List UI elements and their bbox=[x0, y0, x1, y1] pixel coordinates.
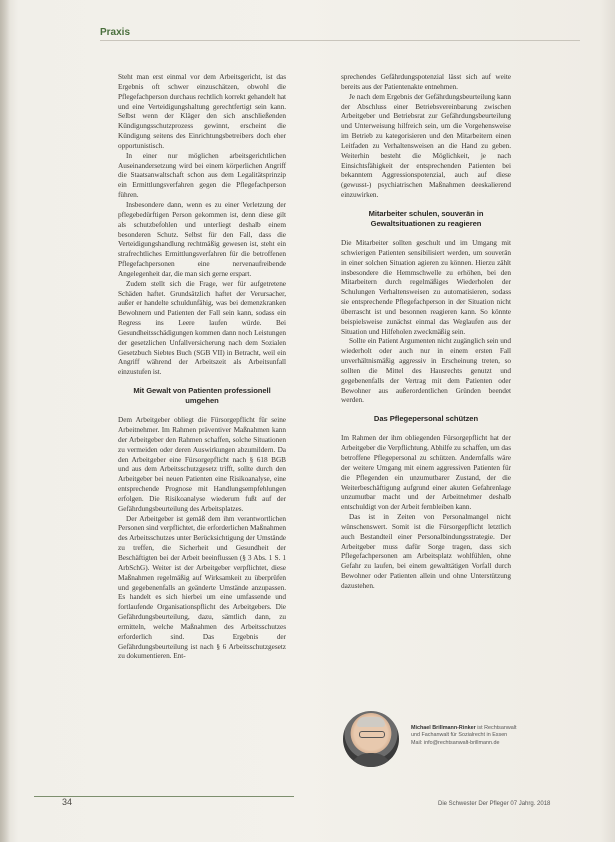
photo-hair bbox=[357, 717, 385, 727]
paragraph: Der Arbeitgeber ist gemäß dem ihm verantwortlichen Personen sind verpflichtet, die erforderlichen Maßnahmen des Arbeitsschutzes unter Berücksichtigung der Umstände zu treffen, die Sicherheit und Gesundheit der Beschäftigten bei der Arbeit beeinflussen (§ 3 Abs. 1 S. 1 ArbSchG). Weiter ist der Arbeitgeber verpflichtet, diese Maßnahmen regelmäßig auf Wirksamkeit zu überprüfen und gegebenenfalls an geänderte Umstände anzupassen. Es handelt es sich hierbei um eine umfassende und fortlaufende Organisationspflicht des Arbeitgebers. Die Gefährdungsbeurteilung, dazu, sämtlich dann, zu ermitteln, welche Maßnahmen des Arbeitsschutzes erforderlich sind. Das Ergebnis der Gefährdungsbeurteilung ist nach § 6 Arbeitsschutzgesetz zu dokumentieren. Ent- bbox=[118, 513, 286, 661]
publication-info: Die Schwester Der Pfleger 07 Jahrg. 2018 bbox=[438, 801, 551, 807]
paragraph: In einer nur möglichen arbeitsgerichtlichen Auseinandersetzung wird bei einem körperlichen Angriff die Staatsanwaltschaft schon aus dem Legalitätsprinzip ein Ermittlungsverfahren gegen die Pflegefachperson führen. bbox=[118, 150, 286, 200]
subheading: Mitarbeiter schulen, souverän in Gewaltsituationen zu reagieren bbox=[368, 208, 484, 228]
subheading: Das Pflegepersonal schützen bbox=[373, 414, 479, 424]
header-rule bbox=[100, 26, 580, 41]
author-email: Mail: info@rechtsanwalt-brillmann.de bbox=[411, 739, 500, 746]
footer-rule bbox=[34, 796, 294, 807]
page-number: 34 bbox=[62, 797, 73, 807]
author-name: Michael Brillmann-Rinker bbox=[411, 725, 476, 731]
photo-glasses bbox=[359, 731, 385, 738]
paragraph: Zudem stellt sich die Frage, wer für aufgetretene Schäden haftet. Grundsätzlich haftet der Verursacher, außer er handelte schuldunfähig, was bei demenzkranken Bewohnern und Patienten der Fall sein kann, sodass ein Regress ins Leere laufen würde. Bei Gesundheitsschädigungen kommen dann noch Leistungen der gesetzlichen Unfallversicherung nach dem Sozialen Gesetzbuch Siebtes Buch (SGB VII) in Betracht, weil ein Angriff während der Arbeitszeit als Arbeitsunfall einzustufen ist. bbox=[118, 278, 286, 377]
author-role: ist Rechtsanwalt bbox=[475, 725, 517, 731]
author-box bbox=[343, 705, 563, 775]
author-bio bbox=[411, 725, 581, 747]
left-column bbox=[118, 72, 286, 661]
right-column bbox=[341, 72, 511, 591]
photo-shirt bbox=[349, 753, 393, 767]
paragraph: Sollte ein Patient Argumenten nicht zugänglich sein und wiederholt oder auch nur in einem ersten Fall unverhältnismäßig aggressiv in Erscheinung treten, so sollten die Mittel des Hausrechts genutzt und gegebenenfalls der Vertrag mit dem Patienten oder Bewohner aus außerordentlichen Gründen beendet werden. bbox=[341, 336, 511, 405]
scan-edge bbox=[0, 0, 10, 842]
author-photo bbox=[343, 711, 399, 767]
paragraph: Im Rahmen der ihm obliegenden Fürsorgepflicht hat der Arbeitgeber die Verpflichtung, Abhilfe zu schaffen, um das betroffene Pflegepersonal zu schützen. Andernfalls wäre der weitere Umgang mit einem aggressiven Patienten für die Pflegenden ein unzumutbarer Zustand, der die Weiterbeschäftigung aufgrund einer akuten Gefahrenlage unzumutbar macht und der Arbeitnehmer deshalb entschuldigt von der Arbeit fernbleiben kann. bbox=[341, 433, 511, 512]
paragraph: sprechendes Gefährdungspotenzial lässt sich auf weite bereits aus der Patientenakte entnehmen. bbox=[341, 72, 511, 91]
author-line2: und Fachanwalt für Sozialrecht in Essen bbox=[411, 732, 508, 739]
section-label: Praxis bbox=[100, 27, 131, 38]
paragraph: Je nach dem Ergebnis der Gefährdungsbeurteilung kann der Abschluss einer Betriebsvereinbarung zwischen Arbeitgeber und Betriebsrat zur Gefährdungsbeurteilung und Unterweisung hilfreich sein, um die Vorgehensweise im Betrieb zu kategorisieren und den Mitarbeitern einen Leitfaden zu Verhaltensweisen an die Hand zu geben. Weiterhin besteht die Möglichkeit, je nach Einsichtsfähigkeit der entsprechenden Patienten bei bekanntem Aggressionspotenzial, auch auf diese (gewusst-) psychiatrischen Maßnahmen deeskalierend einzuwirken. bbox=[341, 91, 511, 200]
paragraph: Dem Arbeitgeber obliegt die Fürsorgepflicht für seine Arbeitnehmer. Im Rahmen präventiver Maßnahmen kann der Arbeitgeber den Rahmen schaffen, solche Situationen zu vermeiden oder deren Auswirkungen abzumildern. Da den Arbeitgeber eine Fürsorgepflicht nach § 618 BGB und aus dem Arbeitsschutzgesetz trifft, sollte durch den Arbeitgeber bei neuen Patienten eine Risikoanalyse, eine entsprechende Prognose mit Handlungsempfehlungen erfolgen. Die Risikoanalyse wiederum fußt auf der Gefährdungsbeurteilung des Arbeitsplatzes. bbox=[118, 415, 286, 513]
paragraph: Steht man erst einmal vor dem Arbeitsgericht, ist das Ergebnis oft schwer einzuschätzen, obwohl die Pflegefachperson durchaus rechtlich korrekt gehandelt hat und eine Verteidigungshaltung gerechtfertigt sein kann. Selbst wenn der Kläger den sich anschließenden Kündigungsschutzprozess gewinnt, erscheint die Kündigung seitens des Einrichtungsbetreibers doch eher opportunistisch. bbox=[118, 72, 286, 150]
paragraph: Die Mitarbeiter sollten geschult und im Umgang mit schwierigen Patienten sensibilisiert werden, um souverän in einer solchen Situation agieren zu können. Hierzu zählt insbesondere die Hemmschwelle zu erhöhen, bei den Mitarbeitern durch regelmäßiges Wiederholen der Schulungen Verhaltensweisen zu automatisieren, sodass sie entsprechende Pflegefachperson in der Situation nicht überrascht ist und besonnen reagieren kann. So könnte beispielsweise zunächst einmal das Weglaufen aus der Situation und Hilfeholen zweckmäßig sein. bbox=[341, 237, 511, 336]
paragraph: Das ist in Zeiten von Personalmangel nicht wünschenswert. Somit ist die Fürsorgepflicht letztlich auch Bestandteil einer Personalbindungsstrategie. Der Arbeitgeber muss dafür Sorge tragen, dass sich Pflegefachpersonen am Arbeitsplatz wohlfühlen, ohne Gefahr zu laufen, bei einem gewalttätigen Vorfall durch Bewohner oder Patienten allein und ohne Unterstützung dazustehen. bbox=[341, 512, 511, 590]
subheading: Mit Gewalt von Patienten professionell umgehen bbox=[133, 386, 271, 406]
paragraph: Insbesondere dann, wenn es zu einer Verletzung der pflegebedürftigen Person gekommen ist, denn diese gilt als schutzbefohlen und unterliegt deshalb einem besonderen Schutz. Selbst für den Fall, dass die Verteidigungshandlung rechtmäßig gewesen ist, steht ein strafrechtliches Ermittlungsverfahren für die betroffenen Pflegefachpersonen eine nervenaufreibende Angelegenheit dar, die man sich gerne erspart. bbox=[118, 199, 286, 278]
